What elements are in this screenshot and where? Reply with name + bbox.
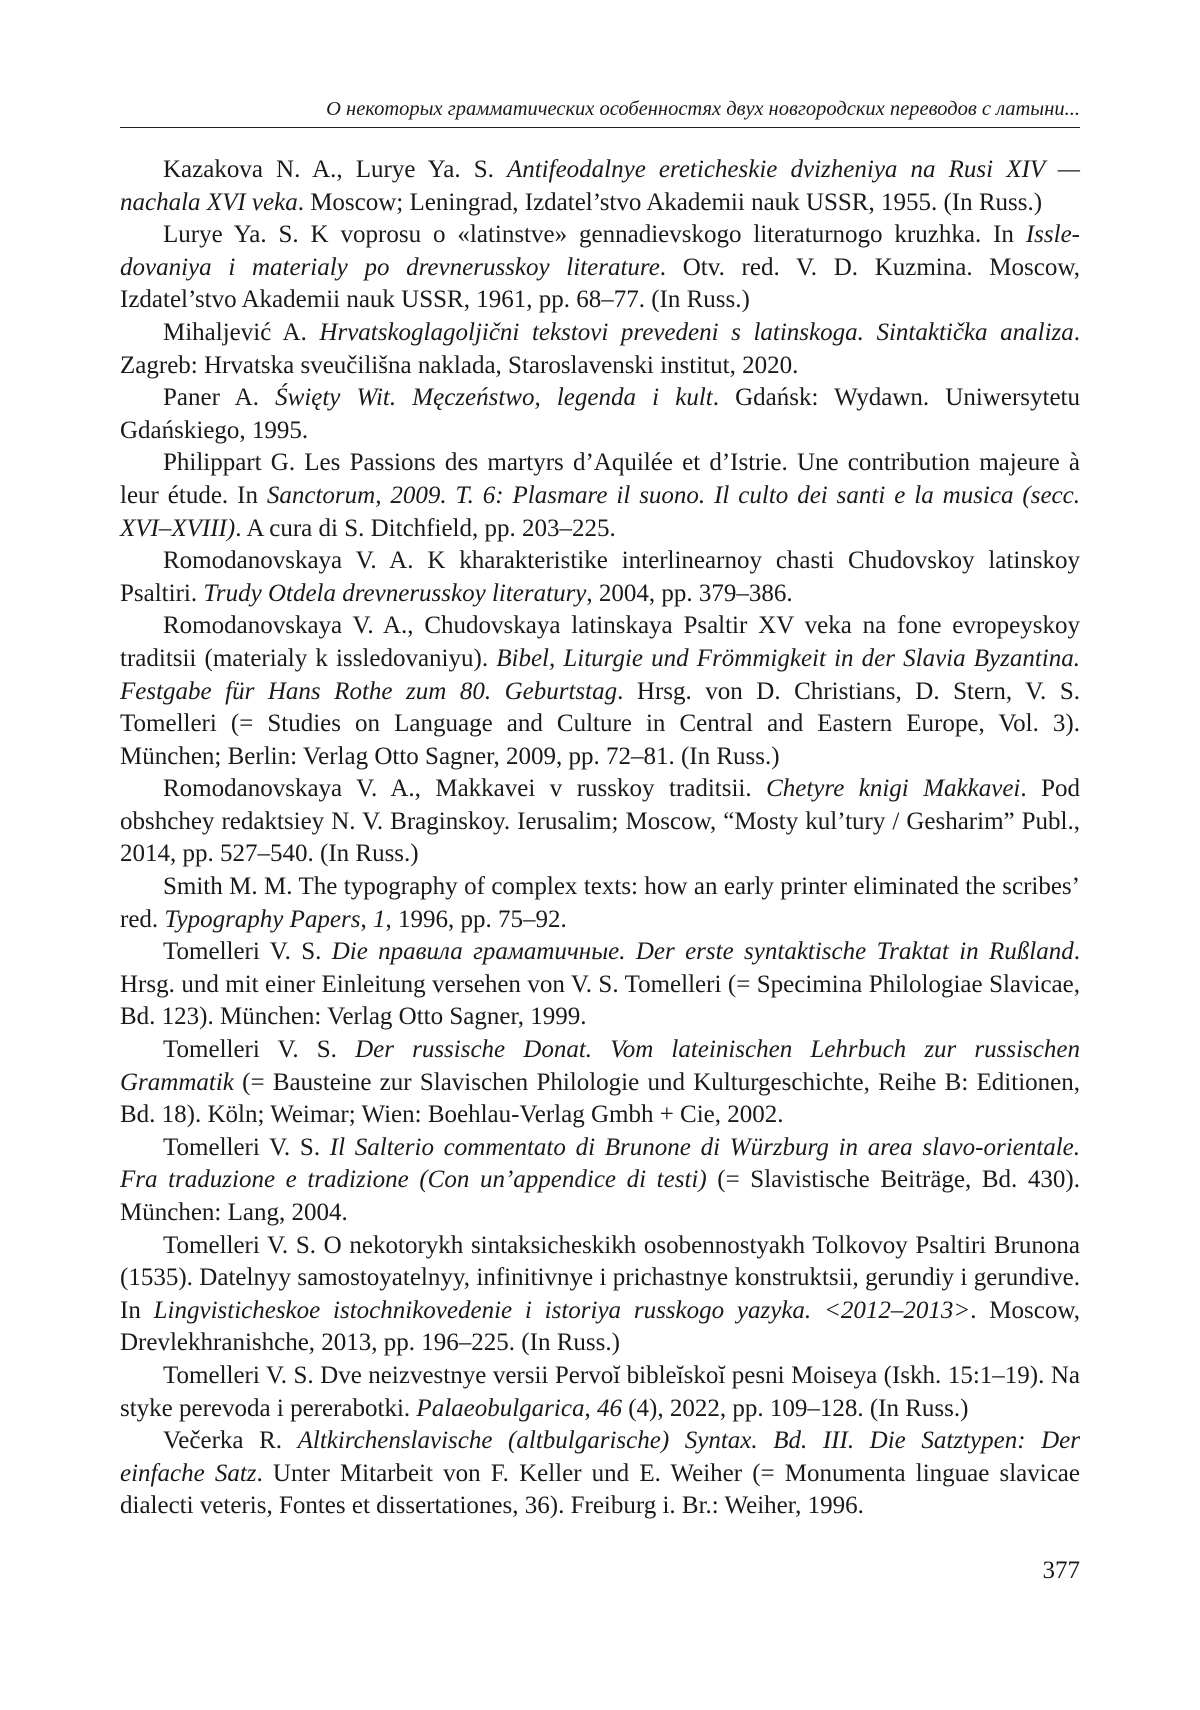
reference-text: Paner A.: [163, 384, 276, 412]
reference-title-italic: Trudy Otdela drevnerusskoy literatury: [203, 579, 587, 607]
reference-title-italic: Il Salterio commentato di Brunone di Würzburg in area slavo-orientale. Fra traduzione e tradizione (Con un’appendice di testi): [120, 1133, 1080, 1194]
reference-entry: [120, 773, 1080, 871]
reference-entry: [120, 447, 1080, 545]
reference-text: , 2004, pp. 379–386.: [586, 579, 793, 607]
reference-text: . Hrsg. von D. Christians, D. Stern, V. S. Tomelleri (= Studies on Language and Culture in Central and Eastern Europe, Vol. 3). München; Berlin: Verlag Otto Sagner, 2009, pp. 72–81. (In Russ.): [120, 677, 1080, 770]
reference-list: [120, 154, 1080, 1523]
reference-text: , 1996, pp. 75–92.: [385, 905, 567, 933]
reference-text: Romodanovskaya V. A., Makkavei v russkoy traditsii.: [163, 775, 767, 803]
reference-title-italic: Issledovaniya i materialy po drevnerusskoy literature: [120, 221, 1080, 281]
reference-text: Tomelleri V. S.: [163, 1133, 330, 1161]
reference-entry: [120, 317, 1080, 382]
reference-text: . A cura di S. Ditchfield, pp. 203–225.: [235, 514, 616, 542]
reference-title-italic: Bibel, Liturgie und Frömmigkeit in der Slavia Byzantina. Festgabe für Hans Rothe zum 80. Geburtstag: [120, 644, 1080, 705]
reference-title-italic: Lingvisticheskoe istochnikovedenie i istoriya russkogo yazyka. <2012–2013>: [153, 1296, 971, 1324]
reference-entry: [120, 610, 1080, 773]
reference-entry: [120, 1132, 1080, 1230]
reference-entry: [120, 1360, 1080, 1425]
document-page: [120, 96, 1080, 1636]
reference-text: . Moscow, Drevlekhranishche, 2013, pp. 196–225. (In Russ.): [120, 1296, 1080, 1357]
running-header: О некоторых грамматических особенностях двух новгородских переводов с латыни...: [120, 96, 1080, 128]
reference-entry: [120, 382, 1080, 447]
reference-entry: [120, 1230, 1080, 1360]
reference-title-italic: 46: [596, 1394, 622, 1422]
reference-text: Lurye Ya. S. K voprosu o «latinstve» gennadievskogo literaturnogo kruzhka. In: [163, 221, 1026, 249]
reference-text: Mihaljević A.: [163, 318, 320, 346]
reference-text: . Otv. red. V. D. Kuzmina. Moscow, Izdatel’stvo Akademii nauk USSR, 1961, pp. 68–77. (In Russ.): [120, 253, 1081, 314]
reference-text: . Gdańsk: Wydawn. Uniwersytetu Gdańskiego, 1995.: [120, 384, 1080, 444]
reference-title-italic: Hrvatskoglagoljični tekstovi prevedeni s latinskoga. Sintaktička analiza: [319, 318, 1074, 346]
reference-text: Kazakova N. A., Lurye Ya. S.: [163, 156, 507, 183]
reference-text: Tomelleri V. S.: [163, 938, 332, 966]
reference-entry: [120, 1425, 1080, 1523]
reference-text: Večerka R.: [163, 1427, 298, 1455]
reference-title-italic: 1: [372, 905, 386, 933]
reference-entry: [120, 545, 1080, 610]
reference-entry: [120, 871, 1080, 936]
reference-title-italic: Die правила граматичные. Der erste syntaktische Traktat in Rußland: [331, 938, 1074, 966]
reference-text: . Hrsg. und mit einer Einleitung versehen von V. S. Tomelleri (= Specimina Philologiae Slavicae, Bd. 123). München: Verlag Otto Sagner, 1999.: [120, 938, 1080, 1031]
reference-text: Romodanovskaya V. A., Chudovskaya latinskaya Psaltir XV veka na fone evropeyskoy traditsii (materialy k issledovaniyu).: [120, 612, 1080, 672]
reference-text: Tomelleri V. S. Dve neizvestnye versii Pervoĭ bibleĭskoĭ pesni Moiseya (Iskh. 15:1–19). Na styke perevoda i pererabotki.: [120, 1361, 1080, 1422]
reference-title-italic: Chetyre knigi Makkavei: [766, 775, 1021, 803]
reference-entry: [120, 936, 1080, 1034]
reference-entry: [120, 219, 1080, 317]
reference-title-italic: Der russische Donat. Vom lateinischen Lehrbuch zur russischen Grammatik: [120, 1036, 1080, 1096]
reference-title-italic: Antifeodalnye ereticheskie dvizheniya na Rusi XIV — nachala XVI veka: [120, 156, 1080, 216]
reference-text: . Unter Mitarbeit von F. Keller und E. Weiher (= Monumenta linguae slavicae dialecti veteris, Fontes et dissertationes, 36). Freiburg i. Br.: Weiher, 1996.: [120, 1459, 1080, 1520]
page-number: 377: [1042, 1557, 1080, 1584]
reference-entry: [120, 154, 1080, 219]
reference-title-italic: Palaeobulgarica: [416, 1394, 585, 1422]
reference-text: . Zagreb: Hrvatska sveučilišna naklada, Staroslavenski institut, 2020.: [120, 318, 1080, 379]
reference-text: Philippart G. Les Passions des martyrs d’Aquilée et d’Istrie. Une contribution majeure à leur étude. In: [120, 449, 1080, 509]
reference-text: . Pod obshchey redaktsiey N. V. Braginskoy. Ierusalim; Moscow, “Mosty kul’tury / Gesharim” Publ., 2014, pp. 527–540. (In Russ.): [120, 775, 1081, 868]
reference-text: ,: [584, 1394, 597, 1422]
reference-text: . Moscow; Leningrad, Izdatel’stvo Akademii nauk USSR, 1955. (In Russ.): [297, 188, 1043, 216]
reference-text: (4), 2022, pp. 109–128. (In Russ.): [621, 1394, 969, 1422]
reference-text: Smith M. M. The typography of complex texts: how an early printer eliminated the scribes’ red.: [120, 873, 1080, 933]
reference-title-italic: Typography Papers: [164, 905, 361, 933]
reference-text: Tomelleri V. S.: [163, 1036, 356, 1064]
reference-text: (= Slavistische Beiträge, Bd. 430). München: Lang, 2004.: [120, 1166, 1080, 1226]
reference-text: Tomelleri V. S. O nekotorykh sintaksicheskikh osobennostyakh Tolkovoy Psaltiri Brunona (1535). Datelnyy samostoyatelnyy, infinitivnye i prichastnye konstruktsii, gerundiy i gerundive. In: [120, 1231, 1080, 1324]
reference-title-italic: Altkirchenslavische (altbulgarische) Syntax. Bd. III. Die Satztypen: Der einfache Satz: [120, 1427, 1080, 1487]
reference-text: (= Bausteine zur Slavischen Philologie und Kulturgeschichte, Reihe B: Editionen, Bd. 18). Köln; Weimar; Wien: Boehlau-Verlag Gmbh + Cie, 2002.: [120, 1068, 1080, 1129]
reference-text: ,: [360, 905, 373, 933]
reference-entry: [120, 1034, 1080, 1132]
reference-title-italic: Święty Wit. Męczeństwo, legenda i kult: [275, 384, 713, 412]
reference-title-italic: Sanctorum, 2009. T. 6: Plasmare il suono. Il culto dei santi e la musica (secc. XVI–XVIII): [120, 481, 1080, 542]
reference-text: Romodanovskaya V. A. K kharakteristike interlinearnoy chasti Chudovskoy latinskoy Psaltiri.: [120, 547, 1080, 607]
